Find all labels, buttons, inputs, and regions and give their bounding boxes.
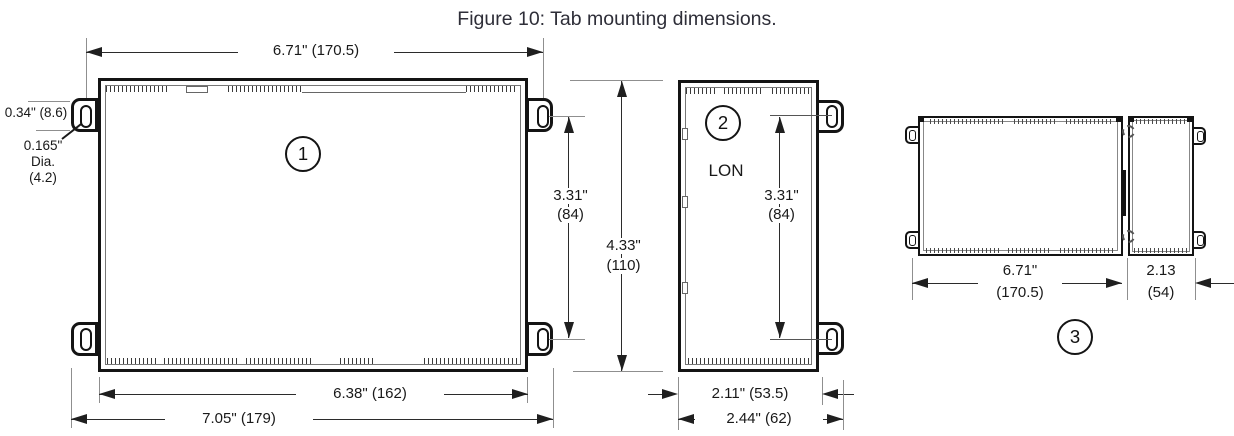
terminal-strip-top-3	[466, 86, 518, 92]
tab-slot-top-right	[537, 105, 549, 128]
arrowhead-left	[86, 47, 102, 57]
hidden-tab-arc-bottom	[1122, 230, 1135, 243]
side-view-inner-wall	[685, 87, 812, 365]
dim-tail-right	[838, 394, 854, 395]
ext-line-overall-right	[553, 368, 554, 428]
arrowhead-right	[527, 47, 543, 57]
bottom-edge-detail-4	[1134, 248, 1188, 253]
block-junction-bar	[1122, 170, 1126, 216]
callout-2-badge: 2	[705, 105, 741, 141]
side-top-detail-3	[772, 88, 810, 94]
arrowhead-left	[1195, 278, 1211, 288]
arrowhead-down	[775, 322, 785, 338]
top-view-slot-left-2	[909, 235, 916, 246]
arrowhead-left	[71, 414, 87, 424]
dim-label-overall-width: 7.05" (179)	[165, 411, 313, 427]
side-wall-notch-3	[682, 282, 688, 294]
top-edge-detail-3	[1066, 119, 1112, 124]
arrowhead-left	[822, 389, 838, 399]
dim-label-hole-dia-mm: (4.2)	[29, 170, 57, 185]
dim-label-tab-spacing-in: 3.31"	[541, 188, 600, 204]
corner-mark	[919, 117, 924, 122]
arrowhead-up	[775, 117, 785, 133]
terminal-strip-bottom-1	[107, 358, 156, 364]
arrowhead-right	[1106, 278, 1122, 288]
ext-line-slot-bottom	[36, 130, 70, 131]
arrowhead-down	[617, 355, 627, 371]
terminal-strip-bottom-5	[424, 358, 517, 364]
side-tab-slot-top	[826, 105, 838, 128]
ext-line-depth-overall-right	[843, 380, 844, 430]
terminal-strip-top-1	[106, 86, 168, 92]
bottom-edge-detail-1	[926, 248, 1000, 253]
dim-label-overall-depth: 2.44" (62)	[695, 411, 823, 427]
ext-line-slot-top	[28, 101, 70, 102]
dim-label-top-width-mm: (170.5)	[996, 284, 1044, 301]
dim-label-hole-dia-word: Dia.	[30, 154, 55, 169]
callout-3-badge: 3	[1057, 319, 1093, 355]
terminal-block-top	[186, 86, 208, 93]
dim-label-overall-height-mm: (110)	[594, 258, 653, 274]
side-top-detail-1	[686, 88, 716, 94]
side-top-detail-2	[724, 88, 764, 94]
dim-label-slot-length: 0.34" (8.6)	[4, 105, 68, 120]
dim-tail-left	[648, 394, 662, 395]
arrowhead-left	[678, 414, 694, 424]
dim-label-side-tab-spacing-in: 3.31"	[752, 188, 811, 204]
arrowhead-right	[537, 414, 553, 424]
dim-label-body-depth: 2.11" (53.5)	[711, 385, 789, 402]
top-edge-detail-1	[930, 119, 1004, 124]
dim-tail-right	[1211, 283, 1234, 284]
dim-label-top-width-in: 6.71"	[1002, 262, 1038, 279]
ext-line-slot-bottom-center	[770, 339, 832, 340]
dim-label-tab-center-width: 6.71" (170.5)	[238, 43, 394, 59]
corner-mark	[1187, 117, 1192, 122]
tab-slot-bottom-left	[80, 328, 92, 351]
dim-label-module-depth-mm: (54)	[1147, 284, 1175, 301]
tab-slot-bottom-right	[537, 328, 549, 351]
terminal-strip-top-2	[228, 86, 302, 92]
bottom-edge-detail-2	[1008, 248, 1052, 253]
arrowhead-right	[827, 414, 843, 424]
top-view-slot-right-1	[1197, 131, 1204, 142]
top-view-slot-right-2	[1197, 235, 1204, 246]
dim-label-overall-height-in: 4.33"	[594, 238, 653, 254]
top-view-slot-left-1	[909, 130, 916, 141]
top-edge-detail-4	[1136, 119, 1186, 124]
corner-mark	[1129, 117, 1134, 122]
top-view-main-inner	[923, 121, 1118, 251]
dim-line-overall-height	[621, 81, 622, 371]
arrowhead-up	[617, 81, 627, 97]
hidden-tab-arc-top	[1122, 125, 1135, 138]
figure-title: Figure 10: Tab mounting dimensions.	[457, 8, 777, 30]
ext-line-height-bottom	[573, 371, 663, 372]
arrowhead-left	[912, 278, 928, 288]
side-wall-notch-1	[682, 128, 688, 140]
callout-1-badge: 1	[285, 136, 321, 172]
terminal-strip-bottom-3	[246, 358, 312, 364]
top-edge-detail-2	[1014, 119, 1058, 124]
terminal-strip-bottom-2	[164, 358, 238, 364]
corner-mark	[1116, 117, 1121, 122]
ext-line-tab-center-right	[543, 38, 544, 98]
arrowhead-left	[99, 389, 115, 399]
dim-label-tab-spacing-mm: (84)	[546, 207, 595, 223]
ext-line-slot-top-center	[770, 115, 832, 116]
top-panel-line	[302, 92, 466, 93]
top-view-module-inner	[1132, 120, 1190, 252]
lon-port-label: LON	[708, 161, 744, 180]
dim-label-side-tab-spacing-mm: (84)	[757, 207, 806, 223]
dim-label-body-width: 6.38" (162)	[296, 386, 444, 402]
ext-line-tab-bottom-right	[549, 339, 585, 340]
arrowhead-down	[564, 322, 574, 338]
arrowhead-right	[512, 389, 528, 399]
side-bottom-detail	[688, 358, 810, 364]
dim-line-tab-spacing	[568, 117, 569, 338]
bottom-edge-detail-3	[1060, 248, 1114, 253]
ext-line-top-view-mid	[1127, 258, 1128, 300]
terminal-strip-bottom-4	[340, 358, 376, 364]
side-wall-notch-2	[682, 196, 688, 208]
dim-line-side-tab-spacing	[779, 117, 780, 338]
front-view-inner-wall	[105, 85, 521, 365]
arrowhead-right	[662, 389, 678, 399]
dim-label-module-depth-in: 2.13	[1146, 262, 1176, 279]
arrowhead-up	[564, 117, 574, 133]
dim-label-hole-dia-value: 0.165"	[23, 138, 63, 153]
